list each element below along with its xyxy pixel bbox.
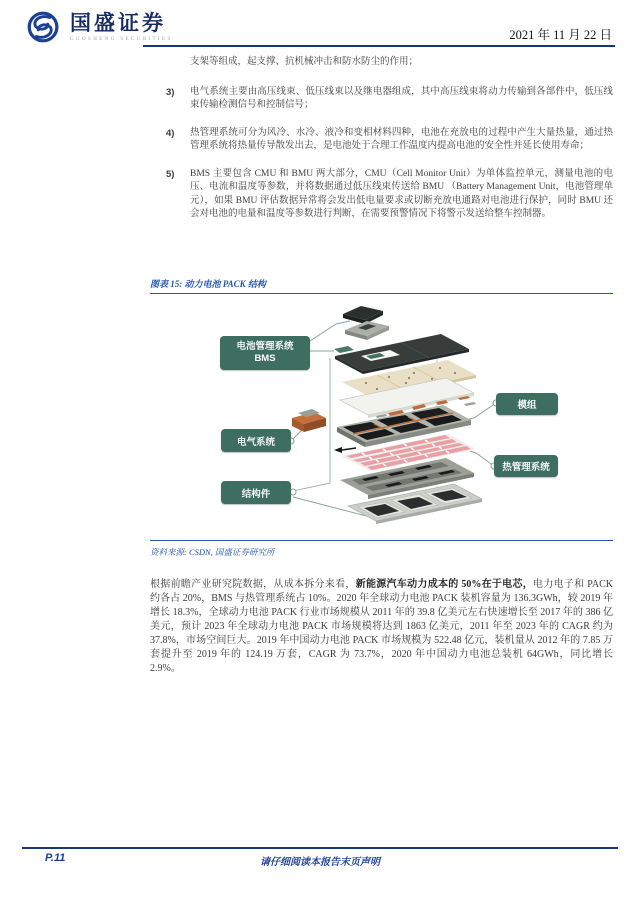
source-rule	[150, 540, 613, 541]
analysis-rest: 电力电子和 PACK 约各占 20%，BMS 与热管理系统占 10%。2020 年全球动力电池 PACK 装机容量为 136.3GWh，较 2019 年增长 18.3%，全球动力电池 PACK 行业市场规模从 2011 年的 39.8 亿美元左右快速增长至 2017 年的 386 亿美元，预计 2023 年全球动力电池 PACK 市场规模将达到 1863 亿美元，2011 年至 2023 年的 CAGR 约为 37.8%，市场空间巨大。2019 年中国动力电池 PACK 市场规模为 522.48 亿元，装机量从 2012 年的 7.85 万套提升至 2019 年的 124.19 万套，CAGR 为 73.7%，2020 年中国动力电池总装机 64GWh，同比增长 2.9%。	[150, 579, 614, 674]
brand-logo	[24, 7, 173, 47]
list-item	[150, 127, 613, 154]
label-electrical-system: 电气系统	[221, 429, 291, 452]
item-number: 5)	[166, 168, 175, 180]
analysis-lead: 根据前瞻产业研究院数据，从成本拆分来看，	[150, 579, 356, 590]
header-rule	[143, 45, 615, 47]
layer-wiring-harness	[292, 409, 326, 432]
figure-caption: 图表 15: 动力电池 PACK 结构	[150, 279, 266, 289]
layer-bms-unit	[343, 306, 389, 340]
brand-name: 国盛证券	[70, 10, 166, 35]
battery-pack-diagram	[190, 294, 590, 538]
report-date: 2021 年 11 月 22 日	[509, 28, 612, 42]
item-text: BMS 主要包含 CMU 和 BMU 两大部分，CMU（Cell Monitor Unit）为单体监控单元，测量电池的电压、电流和温度等参数，并将数据通过低压线束传送给 BMU （Battery Management Unit，电池管理单元），如果 BMU 评估数据异常将会发出低电量要求或切断充放电通路对电池进行保护，同时 BMU 还会对电池的电量和温度等参数进行判断，在需要预警情况下将警示发送给整车控制器。	[190, 168, 613, 219]
list-item	[150, 86, 613, 113]
label-bms-line2: BMS	[254, 353, 276, 364]
brand-subtitle: GUOSHENG SECURITIES	[70, 36, 173, 42]
guosheng-logo-icon	[24, 7, 64, 47]
paragraph-continuation: 支架等组成，起支撑、抗机械冲击和防水防尘的作用；	[190, 57, 419, 67]
label-bms	[220, 336, 310, 370]
item-text: 热管理系统可分为风冷、水冷、液冷和变相材料四种，电池在充放电的过程中产生大量热量，通过热管理系统将热量传导散发出去，是电池处于合理工作温度内提高电池的安全性并延长使用寿命；	[190, 127, 613, 151]
item-number: 4)	[166, 127, 175, 139]
label-module: 模组	[496, 393, 558, 415]
item-number: 3)	[166, 86, 175, 98]
page-number: P.11	[45, 852, 66, 864]
list-item	[150, 168, 613, 222]
footer-disclaimer: 请仔细阅读本报告末页声明	[260, 857, 380, 868]
figure-block	[150, 277, 613, 558]
label-structural-parts: 结构件	[221, 481, 291, 504]
footer-rule	[22, 847, 618, 849]
label-bms-line1: 电池管理系统	[236, 340, 294, 352]
figure-source: 资料来源: CSDN, 国盛证券研究所	[150, 547, 275, 557]
body-text-block	[150, 56, 613, 236]
analysis-bold: 新能源汽车动力成本的 50%在于电芯，	[355, 579, 534, 590]
label-thermal-system: 热管理系统	[494, 455, 558, 477]
analysis-paragraph	[150, 578, 613, 676]
item-text: 电气系统主要由高压线束、低压线束以及继电器组成，其中高压线束将动力传输到各部件中，低压线束传输检测信号和控制信号；	[190, 86, 613, 110]
